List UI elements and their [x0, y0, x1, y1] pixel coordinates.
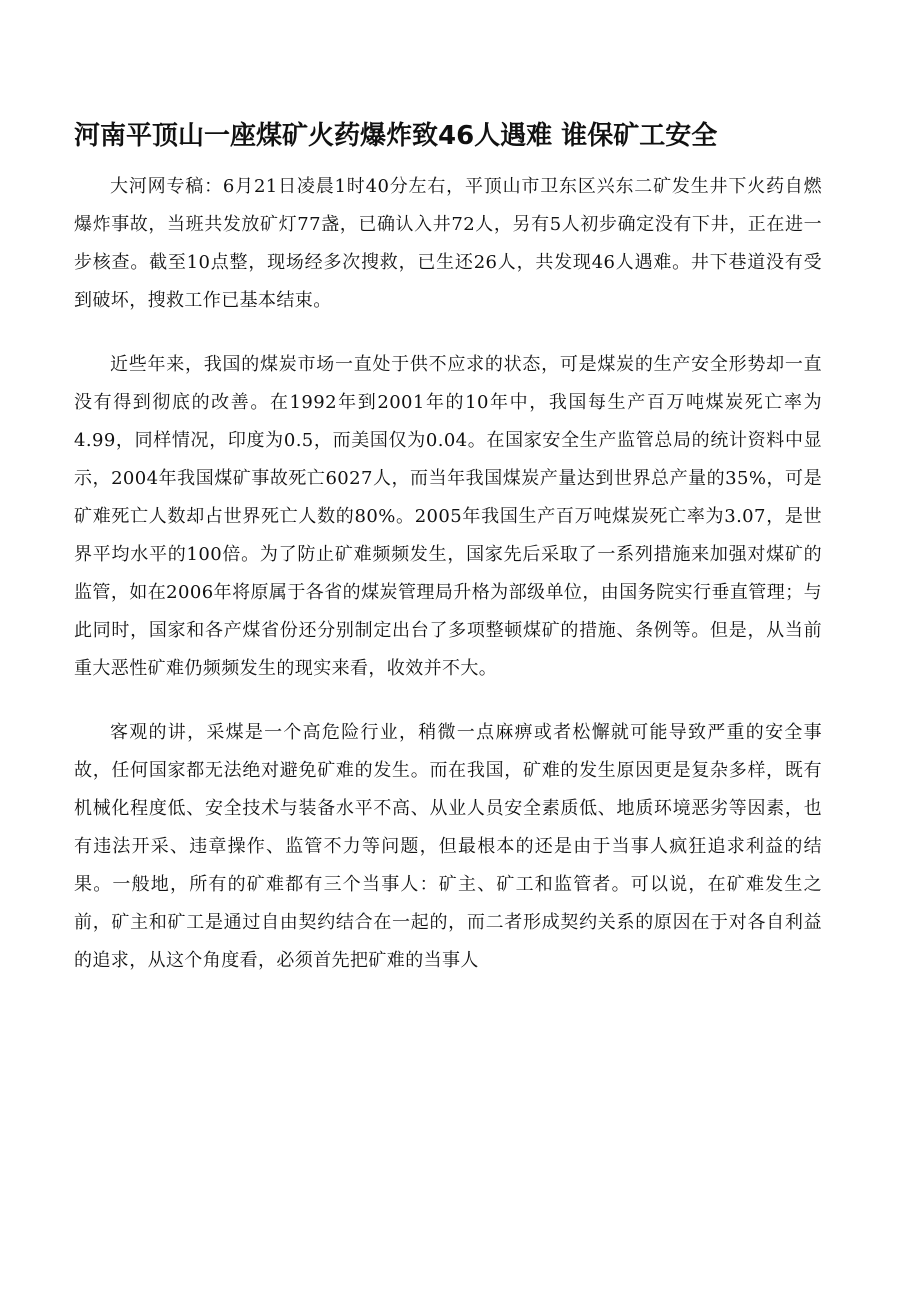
article-title: 河南平顶山一座煤矿火药爆炸致46人遇难 谁保矿工安全	[74, 121, 718, 151]
article-body	[74, 168, 822, 1006]
paragraph-2: 近些年来，我国的煤炭市场一直处于供不应求的状态，可是煤炭的生产安全形势却一直没有得到彻底的改善。在1992年到2001年的10年中，我国每生产百万吨煤炭死亡率为4.99，同样情况，印度为0.5，而美国仅为0.04。在国家安全生产监管总局的统计资料中显示，2004年我国煤矿事故死亡6027人，而当年我国煤炭产量达到世界总产量的35%，可是矿难死亡人数却占世界死亡人数的80%。2005年我国生产百万吨煤炭死亡率为3.07，是世界平均水平的100倍。为了防止矿难频频发生，国家先后采取了一系列措施来加强对煤矿的监管，如在2006年将原属于各省的煤炭管理局升格为部级单位，由国务院实行垂直管理；与此同时，国家和各产煤省份还分别制定出台了多项整顿煤矿的措施、条例等。但是，从当前重大恶性矿难仍频频发生的现实来看，收效并不大。	[74, 354, 822, 679]
paragraph-3: 客观的讲，采煤是一个高危险行业，稍微一点麻痹或者松懈就可能导致严重的安全事故，任何国家都无法绝对避免矿难的发生。而在我国，矿难的发生原因更是复杂多样，既有机械化程度低、安全技术与装备水平不高、从业人员安全素质低、地质环境恶劣等因素，也有违法开采、违章操作、监管不力等问题，但最根本的还是由于当事人疯狂追求利益的结果。一般地，所有的矿难都有三个当事人：矿主、矿工和监管者。可以说，在矿难发生之前，矿主和矿工是通过自由契约结合在一起的，而二者形成契约关系的原因在于对各自利益的追求，从这个角度看，必须首先把矿难的当事人	[74, 722, 822, 971]
paragraph-1: 大河网专稿：6月21日凌晨1时40分左右，平顶山市卫东区兴东二矿发生井下火药自燃爆炸事故，当班共发放矿灯77盏，已确认入井72人，另有5人初步确定没有下井，正在进一步核查。截至10点整，现场经多次搜救，已生还26人，共发现46人遇难。井下巷道没有受到破坏，搜救工作已基本结束。	[74, 176, 822, 311]
